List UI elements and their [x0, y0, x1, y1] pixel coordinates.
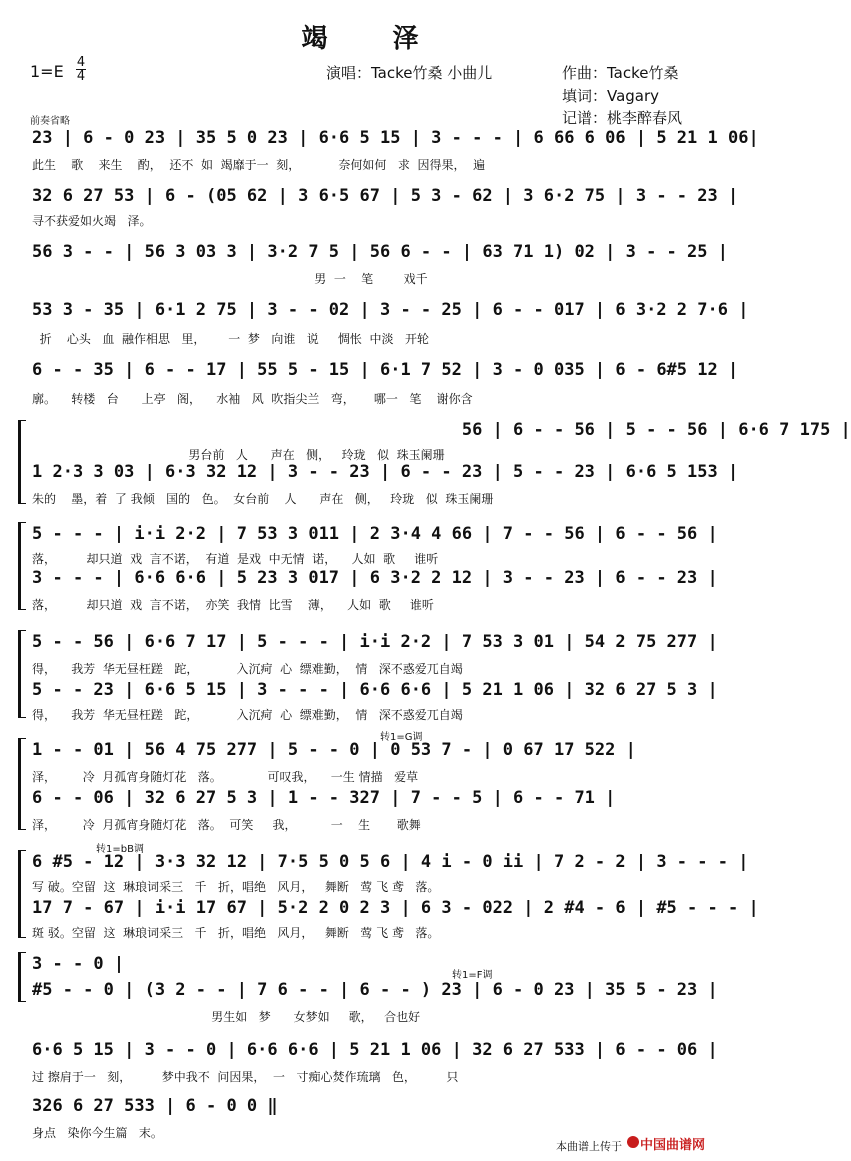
- site-logo[interactable]: 中国曲谱网: [640, 1138, 706, 1153]
- score-row-9-notes: 3 - - - | 6·6 6·6 | 5 23 3 017 | 6 3·2 2 12 | 3 - - 23 | 6 - - 23 |: [32, 568, 718, 588]
- score-row-11-notes: 5 - - 23 | 6·6 5 15 | 3 - - - | 6·6 6·6 | 5 21 1 06 | 32 6 27 5 3 |: [32, 680, 718, 700]
- lyricist-credit: 填词：Vagary: [562, 87, 660, 105]
- key-change-g: 转1=G调: [380, 732, 423, 743]
- score-row-16-notes: 3 - - 0 |: [32, 954, 125, 974]
- score-row-6-notes: 56 | 6 - - 56 | 5 - - 56 | 6·6 7 175 |: [32, 420, 851, 440]
- score-row-19-notes: 326 6 27 533 | 6 - 0 0 ‖: [32, 1096, 278, 1116]
- system-brace: [18, 850, 26, 938]
- meter-top: 4: [76, 55, 86, 70]
- score-row-1-lyric: 此生 歌 来生 酌， 还不 如 竭靡于一 刻， 奈何如何 求 因得果， 遍: [32, 158, 486, 172]
- score-row-7-notes: 1 2·3 3 03 | 6·3 32 12 | 3 - - 23 | 6 - - 23 | 5 - - 23 | 6·6 5 153 |: [32, 462, 739, 482]
- score-row-5-lyric: 廓。 转楼 台 上亭 阁， 水袖 风 吹指尖兰 弯， 哪一 笔 谢你含: [32, 392, 473, 406]
- score-row-3-lyric: 男 一 笔 戏千: [32, 272, 428, 286]
- composer-credit: 作曲：Tacke竹桑: [562, 64, 679, 82]
- system-brace: [18, 738, 26, 830]
- score-row-19-lyric: 身点 染你今生篇 末。: [32, 1126, 163, 1140]
- system-brace: [18, 630, 26, 718]
- score-row-7-lyric: 朱的 墨，着 了 我倾 国的 色。 女台前 人 声在 侧， 玲珑 似 珠玉阑珊: [32, 492, 494, 506]
- score-row-12-notes: 1 - - 01 | 56 4 75 277 | 5 - - 0 | 0 53 7 - | 0 67 17 522 |: [32, 740, 636, 760]
- score-row-9-lyric: 落， 却只道 戏 言不诺， 亦笑 我情 比雪 薄， 人如 歌 谁听: [32, 598, 434, 612]
- score-row-2-lyric: 寻不获爱如火竭 泽。: [32, 214, 152, 228]
- score-row-3-notes: 56 3 - - | 56 3 03 3 | 3·2 7 5 | 56 6 - - | 63 71 1) 02 | 3 - - 25 |: [32, 242, 728, 262]
- score-row-10-lyric: 得， 我芳 华无昼枉蹉 跎， 入沉疴 心 缥难勤， 情 深不惑爱兀自竭: [32, 662, 463, 676]
- score-row-11-lyric: 得， 我芳 华无昼枉蹉 跎， 入沉疴 心 缥难勤， 情 深不惑爱兀自竭: [32, 708, 463, 722]
- score-row-1-notes: 23 | 6 - 0 23 | 35 5 0 23 | 6·6 5 15 | 3 - - - | 6 66 6 06 | 5 21 1 06|: [32, 128, 759, 148]
- system-brace: [18, 522, 26, 610]
- score-row-10-notes: 5 - - 56 | 6·6 7 17 | 5 - - - | i·i 2·2 | 7 53 3 01 | 54 2 75 277 |: [32, 632, 718, 652]
- score-row-5-notes: 6 - - 35 | 6 - - 17 | 55 5 - 15 | 6·1 7 52 | 3 - 0 035 | 6 - 6#5 12 |: [32, 360, 739, 380]
- score-row-8-notes: 5 - - - | i·i 2·2 | 7 53 3 011 | 2 3·4 4 66 | 7 - - 56 | 6 - - 56 |: [32, 524, 718, 544]
- score-row-2-notes: 32 6 27 53 | 6 - (05 62 | 3 6·5 67 | 5 3 - 62 | 3 6·2 75 | 3 - - 23 |: [32, 186, 739, 206]
- site-logo-icon: [627, 1136, 639, 1148]
- meter-bottom: 4: [76, 69, 86, 84]
- score-row-15-lyric: 斑 驳。空留 这 琳琅词采三 千 折，唱绝 风月， 舞断 莺 飞 鸢 落。: [32, 926, 440, 940]
- score-row-4-notes: 53 3 - 35 | 6·1 2 75 | 3 - - 02 | 3 - - 25 | 6 - - 017 | 6 3·2 2 7·6 |: [32, 300, 749, 320]
- score-row-18-lyric: 过 擦肩于一 刻， 梦中我不 问因果， 一 寸痴心焚作琉璃 色， 只: [32, 1070, 459, 1084]
- score-row-12-lyric: 泽， 冷 月孤宵身随灯花 落。 可叹我， 一生 情描 爱草: [32, 770, 419, 784]
- score-row-17-lyric: 男生如 梦 女梦如 歌， 合也好: [32, 1010, 421, 1024]
- score-row-13-lyric: 泽， 冷 月孤宵身随灯花 落。 可笑 我， 一 生 歌舞: [32, 818, 421, 832]
- transcriber-credit: 记谱：桃李醉春风: [562, 109, 683, 127]
- score-row-6-lyric: 男台前 人 声在 侧， 玲珑 似 珠玉阑珊: [32, 448, 445, 462]
- intro-note: 前奏省略: [30, 116, 70, 127]
- time-signature: [76, 56, 86, 83]
- song-title: 竭 泽: [301, 24, 447, 54]
- score-row-15-notes: 17 7 - 67 | i·i 17 67 | 5·2 2 0 2 3 | 6 3 - 022 | 2 #4 - 6 | #5 - - - |: [32, 898, 759, 918]
- score-row-4-lyric: 折 心头 血 融作相思 里， 一 梦 向谁 说 惆怅 中淡 开轮: [32, 332, 429, 346]
- score-row-13-notes: 6 - - 06 | 32 6 27 5 3 | 1 - - 327 | 7 - - 5 | 6 - - 71 |: [32, 788, 616, 808]
- system-brace: [18, 952, 26, 1002]
- key-signature: 1=E: [30, 62, 64, 81]
- score-row-18-notes: 6·6 5 15 | 3 - - 0 | 6·6 6·6 | 5 21 1 06 | 32 6 27 533 | 6 - - 06 |: [32, 1040, 718, 1060]
- score-row-8-lyric: 落， 却只道 戏 言不诺， 有道 是戏 中无情 诺， 人如 歌 谁听: [32, 552, 439, 566]
- key-change-bb: 转1=bB调: [96, 844, 144, 855]
- singer-credit: 演唱：Tacke竹桑 小曲儿: [326, 64, 493, 82]
- upload-note: 本曲谱上传于: [556, 1140, 622, 1153]
- system-brace: [18, 420, 26, 504]
- key-change-f: 转1=F调: [452, 970, 493, 981]
- score-row-14-lyric: 写 破。空留 这 琳琅词采三 千 折，唱绝 风月， 舞断 莺 飞 鸢 落。: [32, 880, 440, 894]
- score-row-17-notes: #5 - - 0 | (3 2 - - | 7 6 - - | 6 - - ) 23 | 6 - 0 23 | 35 5 - 23 |: [32, 980, 718, 1000]
- score-row-14-notes: 6 #5 - 12 | 3·3 32 12 | 7·5 5 0 5 6 | 4 i - 0 ii | 7 2 - 2 | 3 - - - |: [32, 852, 749, 872]
